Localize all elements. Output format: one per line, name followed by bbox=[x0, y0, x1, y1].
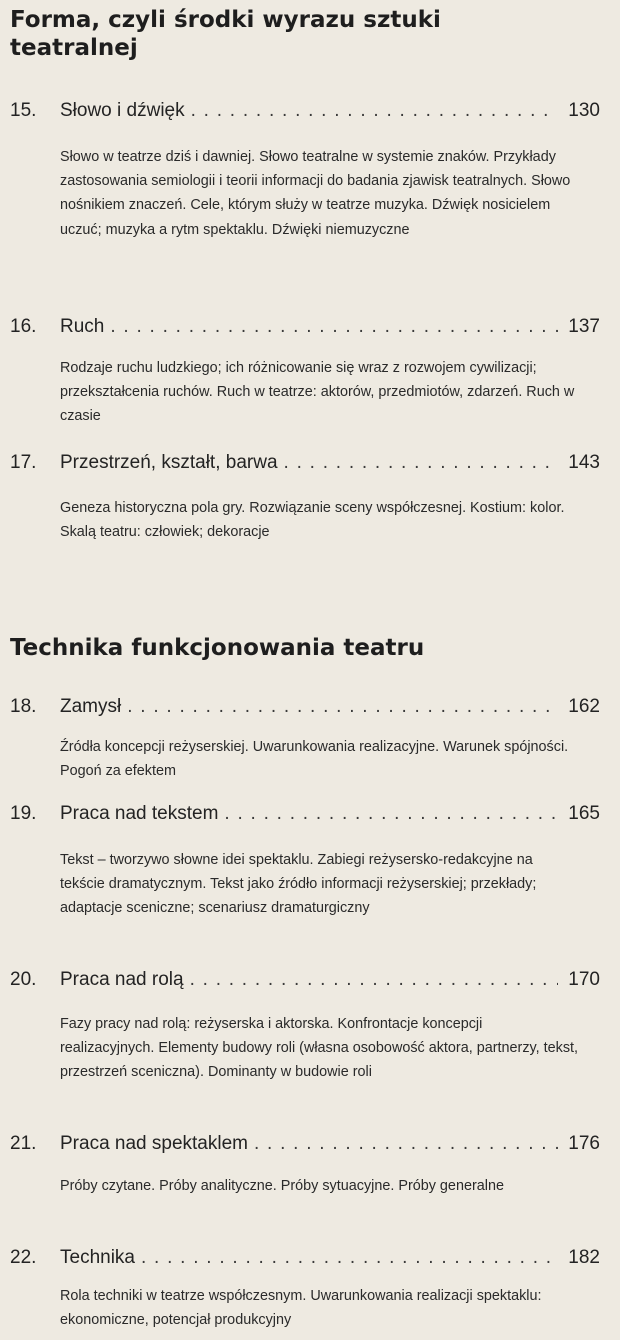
entry-title: Słowo i dźwięk bbox=[60, 100, 185, 121]
entry-number: 21. bbox=[10, 1133, 37, 1154]
entry-description: Próby czytane. Próby analityczne. Próby sytuacyjne. Próby generalne bbox=[60, 1178, 504, 1194]
entry-page-number: 143 bbox=[568, 452, 600, 473]
entry-description: Słowo w teatrze dziś i dawniej. Słowo teatralne w systemie znaków. Przykłady zastosowania semiologii i teorii informacji do badania zjawisk teatralnych. Słowo nośnikiem znaczeń. Cele, którym służy w teatrze muzyka. Dźwięk nosicielem uczuć; muzyka a rytm spektaklu. Dźwięki niemuzyczne bbox=[60, 149, 571, 238]
entry-page-number: 165 bbox=[568, 803, 600, 824]
toc-entry-19 bbox=[10, 801, 600, 827]
entry-title: Praca nad rolą bbox=[60, 969, 184, 990]
toc-entry-15 bbox=[10, 98, 600, 124]
entry-title: Praca nad tekstem bbox=[60, 803, 219, 824]
entry-page-number: 137 bbox=[568, 316, 600, 337]
entry-number: 18. bbox=[10, 696, 37, 717]
dot-leader bbox=[191, 98, 559, 124]
entry-number: 20. bbox=[10, 969, 37, 990]
dot-leader bbox=[110, 314, 558, 340]
entry-description: Rodzaje ruchu ludzkiego; ich różnicowanie się wraz z rozwojem cywilizacji; przekształcenia ruchów. Ruch w teatrze: aktorów, przedmiotów, zdarzeń. Ruch w czasie bbox=[60, 360, 575, 425]
toc-entry-16 bbox=[10, 314, 600, 340]
dot-leader bbox=[141, 1245, 558, 1271]
dot-leader bbox=[127, 694, 558, 720]
entry-number: 15. bbox=[10, 100, 37, 121]
entry-page-number: 182 bbox=[568, 1247, 600, 1268]
entry-title: Ruch bbox=[60, 316, 105, 337]
entry-number: 22. bbox=[10, 1247, 37, 1268]
entry-page-number: 162 bbox=[568, 696, 600, 717]
entry-description: Geneza historyczna pola gry. Rozwiązanie sceny współczesnej. Kostium: kolor. Skalą teatru: człowiek; dekoracje bbox=[60, 500, 565, 541]
entry-description: Rola techniki w teatrze współczesnym. Uwarunkowania realizacji spektaklu: ekonomiczne, potencjał produkcyjny bbox=[60, 1288, 542, 1329]
entry-page-number: 130 bbox=[568, 100, 600, 121]
section-title: Forma, czyli środki wyrazu sztuki teatralnej bbox=[10, 7, 441, 61]
toc-entry-17 bbox=[10, 450, 600, 476]
entry-page-number: 170 bbox=[568, 969, 600, 990]
entry-title: Praca nad spektaklem bbox=[60, 1133, 248, 1154]
entry-description: Źródła koncepcji reżyserskiej. Uwarunkowania realizacyjne. Warunek spójności. Pogoń za efektem bbox=[60, 739, 569, 780]
section-title: Technika funkcjonowania teatru bbox=[10, 635, 425, 661]
entry-number: 17. bbox=[10, 452, 37, 473]
entry-number: 16. bbox=[10, 316, 37, 337]
entry-title: Przestrzeń, kształt, barwa bbox=[60, 452, 278, 473]
toc-entry-22 bbox=[10, 1245, 600, 1271]
toc-entry-21 bbox=[10, 1131, 600, 1157]
entry-page-number: 176 bbox=[568, 1133, 600, 1154]
toc-entry-20 bbox=[10, 967, 600, 993]
entry-title: Technika bbox=[60, 1247, 135, 1268]
entry-title: Zamysł bbox=[60, 696, 122, 717]
toc-entry-18 bbox=[10, 694, 600, 720]
entry-description: Tekst – tworzywo słowne idei spektaklu. Zabiegi reżysersko-redakcyjne na tekście dramatycznym. Tekst jako źródło informacji reżyserskiej; przekłady; adaptacje sceniczne; scenariusz dramaturgiczny bbox=[60, 852, 537, 917]
dot-leader bbox=[190, 967, 559, 993]
entry-number: 19. bbox=[10, 803, 37, 824]
dot-leader bbox=[284, 450, 559, 476]
dot-leader bbox=[224, 801, 558, 827]
entry-description: Fazy pracy nad rolą: reżyserska i aktorska. Konfrontacje koncepcji realizacyjnych. Elementy budowy roli (własna osobowość aktora, partnerzy, tekst, przestrzeń sceniczna). Dominanty w budowie roli bbox=[60, 1016, 579, 1081]
dot-leader bbox=[254, 1131, 558, 1157]
